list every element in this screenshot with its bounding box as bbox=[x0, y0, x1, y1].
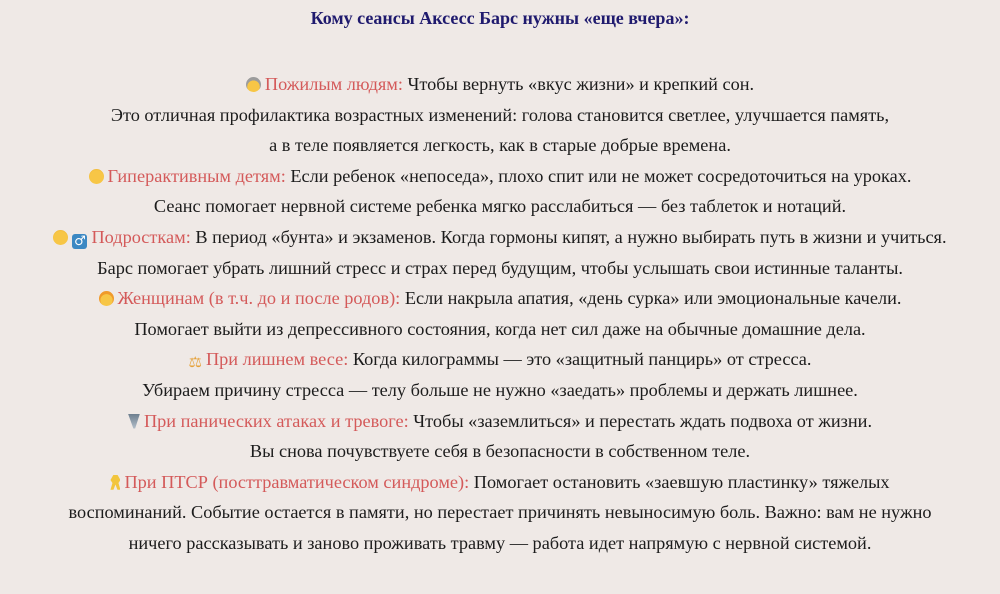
item-label: При лишнем весе: bbox=[205, 349, 349, 370]
scales-icon: ⚖ bbox=[188, 353, 202, 372]
item-text: Чтобы вернуть «вкус жизни» и крепкий сон. bbox=[402, 74, 755, 94]
item-detail: ничего рассказывать и заново проживать травму — работа идет напрямую с нервной системой. bbox=[128, 532, 872, 553]
older-woman-icon bbox=[246, 77, 261, 92]
audience-list bbox=[0, 69, 1000, 559]
list-item-elderly bbox=[0, 69, 1000, 100]
item-text: Если накрыла апатия, «день сурка» или эмоциональные качели. bbox=[400, 288, 902, 309]
item-label: Пожилым людям: bbox=[264, 74, 403, 94]
tornado-icon bbox=[128, 414, 140, 429]
list-item-panic-attacks bbox=[0, 406, 1000, 437]
item-text: Чтобы «заземлиться» и перестать ждать подвоха от жизни. bbox=[408, 410, 873, 431]
item-label: Гиперактивным детям: bbox=[107, 165, 286, 186]
item-detail: Вы снова почувствуете себя в безопасности в собственном теле. bbox=[249, 441, 751, 462]
item-text: В период «бунта» и экзаменов. Когда гормоны кипят, а нужно выбирать путь в жизни и учиться. bbox=[190, 226, 947, 247]
item-text: Помогает остановить «заевшую пластинку» тяжелых bbox=[469, 471, 890, 492]
list-item-overweight bbox=[0, 344, 1000, 375]
item-detail: Сеанс помогает нервной системе ребенка мягко расслабиться — без таблеток и нотаций. bbox=[153, 196, 847, 217]
male-sign-icon: ♂ bbox=[74, 233, 86, 249]
item-label: При ПТСР (посттравматическом синдроме): bbox=[124, 471, 470, 492]
list-item-ptsd bbox=[0, 467, 1000, 498]
teen-icon bbox=[53, 230, 68, 245]
item-text: Когда килограммы — это «защитный панцирь» от стресса. bbox=[348, 349, 812, 370]
page-title: Кому сеансы Аксесс Барс нужны «еще вчера»: bbox=[310, 8, 690, 28]
ribbon-icon bbox=[110, 475, 120, 490]
item-label: Подросткам: bbox=[91, 226, 191, 247]
child-icon bbox=[89, 169, 104, 184]
item-text: Если ребенок «непоседа», плохо спит или не может сосредоточиться на уроках. bbox=[285, 165, 912, 186]
item-label: При панических атаках и тревоге: bbox=[143, 410, 409, 431]
woman-icon bbox=[99, 291, 114, 306]
item-detail: Барс помогает убрать лишний стресс и страх перед будущим, чтобы услышать свои истинные таланты. bbox=[97, 257, 903, 278]
item-detail: а в теле появляется легкость, как в старые добрые времена. bbox=[269, 135, 731, 156]
list-item-women bbox=[0, 283, 1000, 314]
item-detail: Помогает выйти из депрессивного состояния, когда нет сил даже на обычные домашние дела. bbox=[134, 318, 866, 339]
list-item-hyperactive-children bbox=[0, 161, 1000, 192]
item-detail: Это отличная профилактика возрастных изменений: голова становится светлее, улучшается память, bbox=[110, 104, 890, 125]
item-detail: Убираем причину стресса — телу больше не нужно «заедать» проблемы и держать лишнее. bbox=[142, 379, 858, 400]
item-label: Женщинам (в т.ч. до и после родов): bbox=[117, 288, 401, 309]
item-detail: воспоминаний. Событие остается в памяти, но перестает причинять невыносимую боль. Важно: вам не нужно bbox=[68, 502, 932, 523]
list-item-teenagers bbox=[0, 222, 1000, 253]
